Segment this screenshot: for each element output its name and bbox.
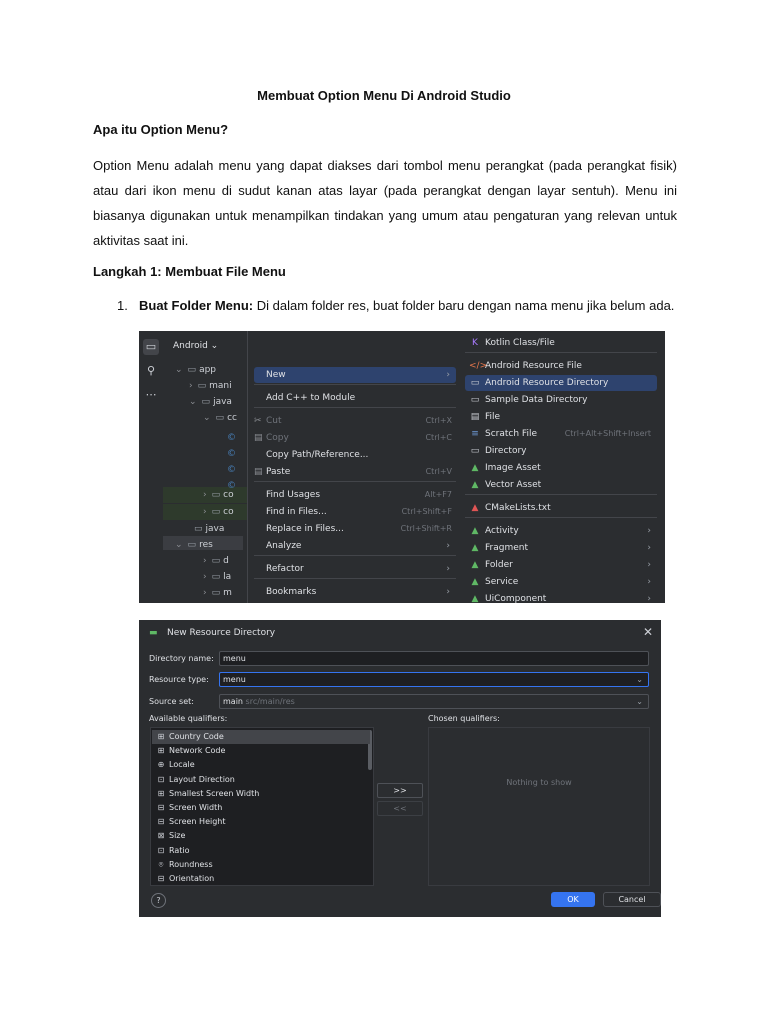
paste-icon: ▤	[254, 467, 263, 477]
qualifier-label: Locale	[169, 760, 195, 770]
qualifier-screen-height[interactable]	[152, 815, 370, 829]
chevron-icon: ⌄	[189, 397, 197, 407]
tree-item-label: app	[199, 365, 217, 375]
directory-name-field[interactable]: menu	[219, 651, 649, 666]
menu-item-label: Image Asset	[485, 463, 541, 473]
menu-item-label: Fragment	[485, 543, 528, 553]
new-submenu	[461, 331, 665, 603]
menu-separator	[254, 384, 456, 385]
chevron-right-icon: ›	[647, 594, 651, 603]
tree-item[interactable]	[203, 505, 234, 519]
folder-icon: ▭	[211, 507, 221, 517]
qualifier-icon: ⊞	[157, 746, 165, 756]
resource-type-label: Resource type:	[149, 675, 209, 684]
chevron-icon: ›	[203, 507, 207, 517]
intro-paragraph: Option Menu adalah menu yang dapat diakses dari tombol menu perangkat (pada perangkat fisik) atau dari ikon menu di sudut kanan atas layar (pada perangkat dengan layar sentuh). Menu ini biasanya digunakan untuk menampilkan tindakan yang umum atau pengaturan yang relevan untuk aktivitas saat ini.	[93, 158, 677, 248]
item-icon: ≡	[471, 429, 479, 439]
item-icon: ▤	[470, 412, 480, 422]
chevron-down-icon: ⌄	[210, 341, 219, 351]
qualifier-label: Network Code	[169, 746, 226, 756]
qualifier-roundness[interactable]	[152, 858, 370, 872]
qualifier-icon: ⊠	[157, 831, 165, 841]
folder-icon: ▭	[215, 413, 225, 423]
chevron-icon: ›	[203, 490, 207, 500]
chevron-icon: ›	[189, 381, 193, 391]
tree-item[interactable]	[189, 522, 224, 536]
android-icon: ▬	[149, 628, 158, 638]
more-icon[interactable]: ⋯	[145, 388, 157, 401]
qualifier-icon: ⊞	[157, 732, 165, 741]
chevron-right-icon: ›	[647, 560, 651, 570]
source-set-label: Source set:	[149, 697, 194, 706]
new-menu-item-service[interactable]	[465, 574, 657, 590]
chosen-qualifiers-list[interactable]	[428, 727, 650, 886]
item-icon: ▲	[471, 526, 479, 536]
menu-separator	[465, 352, 657, 353]
menu-item-shortcut: Ctrl+X	[425, 416, 452, 425]
qualifier-layout-direction[interactable]	[152, 773, 370, 787]
new-menu-item-directory[interactable]	[465, 443, 657, 459]
new-menu-item-scratch-file[interactable]	[465, 426, 657, 442]
new-menu-item-folder[interactable]	[465, 557, 657, 573]
qualifier-locale[interactable]	[152, 758, 370, 772]
menu-separator	[254, 555, 456, 556]
heading-step-1: Langkah 1: Membuat File Menu	[93, 264, 286, 279]
menu-item-shortcut: Alt+F7	[424, 490, 452, 499]
item-icon: ▲	[471, 480, 479, 490]
qualifier-icon: ⊞	[157, 788, 165, 798]
empty-state-text: Nothing to show	[506, 778, 572, 787]
chevron-right-icon: ›	[647, 526, 651, 536]
class-file-icon: ©	[227, 481, 236, 491]
new-menu-item-file[interactable]	[465, 409, 657, 425]
menu-item-label: UiComponent	[485, 594, 547, 603]
item-icon: ▲	[471, 463, 479, 473]
menu-separator	[254, 407, 456, 408]
menu-item-label: Android Resource Directory	[485, 378, 609, 388]
menu-item-label: CMakeLists.txt	[485, 503, 551, 513]
menu-item-label: Android Resource File	[485, 361, 582, 371]
project-view-selector[interactable]: Android ⌄	[173, 341, 219, 351]
context-menu-item-replace-in-files[interactable]	[254, 521, 456, 537]
menu-item-label: New	[266, 370, 286, 380]
qualifier-label: Screen Width	[169, 803, 223, 812]
context-menu-item-add-c-to-module[interactable]	[254, 390, 456, 406]
tree-item[interactable]	[189, 379, 232, 393]
context-menu-item-refactor[interactable]	[254, 561, 456, 577]
qualifier-label: Country Code	[169, 732, 224, 741]
qualifier-size[interactable]	[152, 829, 370, 843]
menu-item-label: Scratch File	[485, 429, 537, 439]
qualifier-ratio[interactable]	[152, 844, 370, 858]
context-menu-item-paste[interactable]	[254, 464, 456, 480]
qualifier-icon: ⌾	[158, 859, 164, 869]
menu-item-label: Folder	[485, 560, 513, 570]
qualifier-label: Screen Height	[169, 817, 226, 827]
menu-separator	[465, 494, 657, 495]
context-menu-item-copy[interactable]	[254, 430, 456, 446]
context-menu-item-bookmarks[interactable]	[254, 584, 456, 600]
qualifier-icon: ⊟	[157, 803, 165, 812]
tree-item[interactable]	[203, 411, 237, 425]
step-list-item	[117, 298, 674, 313]
qualifier-screen-width[interactable]	[152, 801, 370, 815]
folder-icon: ▭	[211, 572, 221, 582]
class-file-icon: ©	[227, 433, 236, 443]
tree-item-label: d	[223, 556, 229, 566]
ok-button[interactable]: OK	[551, 892, 595, 907]
menu-item-label: Vector Asset	[485, 480, 542, 490]
context-menu-item-copy-path-reference[interactable]	[254, 447, 456, 463]
tree-item-label: res	[199, 540, 213, 550]
folder-icon: ▭	[211, 556, 221, 566]
menu-separator	[254, 481, 456, 482]
add-qualifier-button[interactable]: >>	[377, 783, 423, 798]
menu-item-shortcut: Ctrl+Shift+R	[400, 524, 452, 533]
chevron-right-icon: ›	[446, 564, 450, 574]
structure-icon[interactable]: ⚲	[146, 364, 156, 377]
chevron-down-icon: ⌄	[636, 675, 643, 684]
menu-item-label: Find Usages	[266, 490, 321, 500]
folder-icon: ▭	[194, 524, 203, 534]
qualifier-orientation[interactable]	[152, 872, 370, 886]
menu-item-label: Cut	[266, 416, 282, 426]
qualifier-icon: ⊟	[157, 817, 165, 827]
class-file-icon: ©	[227, 465, 236, 475]
tree-item[interactable]	[175, 538, 213, 552]
tree-item-label: co	[223, 507, 234, 517]
menu-item-label: Kotlin Class/File	[485, 338, 555, 348]
tree-item-label: mani	[209, 381, 232, 391]
tree-item[interactable]	[203, 554, 229, 568]
tree-item-label: m	[223, 588, 232, 598]
item-icon: K	[472, 338, 478, 348]
folder-icon: ▭	[211, 490, 221, 500]
tree-item[interactable]	[203, 570, 231, 584]
context-menu-item-cut[interactable]	[254, 413, 456, 429]
menu-item-label: Find in Files...	[266, 507, 327, 517]
cut-icon: ✂	[254, 416, 262, 426]
tree-item-label: java	[205, 524, 225, 534]
new-resource-directory-dialog	[139, 620, 661, 917]
available-qualifiers-label: Available qualifiers:	[149, 714, 228, 723]
context-menu	[247, 331, 463, 603]
menu-item-label: Add C++ to Module	[266, 393, 356, 403]
menu-item-label: File	[485, 412, 501, 422]
menu-item-label: Replace in Files...	[266, 524, 344, 534]
qualifier-icon: ⊕	[157, 760, 165, 770]
qualifier-icon: ⊡	[157, 845, 165, 855]
tree-item-label: la	[223, 572, 232, 582]
menu-item-shortcut: Ctrl+Shift+F	[401, 507, 452, 516]
new-menu-item-activity[interactable]	[465, 523, 657, 539]
tree-item[interactable]	[175, 363, 216, 377]
step-text: Di dalam folder res, buat folder baru dengan nama menu jika belum ada.	[253, 298, 675, 313]
ide-screenshot	[139, 331, 665, 603]
step-bold-label: Buat Folder Menu:	[139, 298, 254, 313]
folder-icon: ▭	[201, 397, 211, 407]
menu-item-label: Copy Path/Reference...	[266, 450, 369, 460]
tool-window-bar	[139, 331, 164, 603]
directory-name-label: Directory name:	[149, 654, 214, 663]
qualifier-smallest-screen-width[interactable]	[152, 787, 370, 801]
chevron-right-icon: ›	[446, 587, 450, 597]
tree-item-label: java	[213, 397, 232, 407]
item-icon: ▲	[471, 577, 479, 587]
close-icon[interactable]: ✕	[642, 625, 653, 639]
new-menu-item-android-resource-file[interactable]	[465, 358, 657, 374]
new-menu-item-android-resource-directory[interactable]	[465, 375, 657, 391]
chevron-right-icon: ›	[647, 543, 651, 553]
remove-qualifier-button[interactable]: <<	[377, 801, 423, 816]
item-icon: ▲	[471, 543, 479, 553]
chevron-icon: ›	[203, 556, 207, 566]
chevron-down-icon: ⌄	[636, 697, 643, 706]
context-menu-item-analyze[interactable]	[254, 538, 456, 554]
available-qualifiers-list[interactable]	[150, 727, 374, 886]
item-icon: ▭	[470, 395, 480, 405]
document-title: Membuat Option Menu Di Android Studio	[257, 88, 511, 103]
menu-item-label: Refactor	[266, 564, 304, 574]
menu-item-label: Directory	[485, 446, 527, 456]
dialog-title: New Resource Directory	[167, 628, 276, 638]
menu-item-label: Analyze	[266, 541, 302, 551]
context-menu-item-new[interactable]	[254, 367, 456, 383]
qualifier-label: Ratio	[169, 845, 190, 855]
heading-what-is-option-menu: Apa itu Option Menu?	[93, 122, 229, 137]
menu-separator	[254, 578, 456, 579]
chevron-right-icon: ›	[446, 541, 450, 551]
chevron-icon: ⌄	[175, 540, 183, 550]
tree-item-label: cc	[227, 413, 237, 423]
qualifier-label: Smallest Screen Width	[169, 788, 260, 798]
source-set-select[interactable]: main src/main/res ⌄	[219, 694, 649, 709]
new-menu-item-image-asset[interactable]	[465, 460, 657, 476]
help-button[interactable]: ?	[151, 893, 166, 908]
context-menu-item-find-usages[interactable]	[254, 487, 456, 503]
menu-item-label: Copy	[266, 433, 289, 443]
tree-item[interactable]	[203, 586, 232, 600]
qualifier-label: Orientation	[169, 874, 215, 883]
context-menu-item-find-in-files[interactable]	[254, 504, 456, 520]
item-icon: ▲	[471, 560, 479, 570]
tree-item-label: co	[223, 490, 234, 500]
item-icon: </>	[469, 361, 488, 371]
chevron-right-icon: ›	[446, 370, 450, 380]
new-menu-item-vector-asset[interactable]	[465, 477, 657, 493]
new-menu-item-kotlin-class-file[interactable]	[465, 335, 657, 351]
folder-icon: ▭	[197, 381, 207, 391]
copy-icon: ▤	[254, 433, 263, 443]
chevron-icon: ›	[203, 588, 207, 598]
menu-separator	[465, 517, 657, 518]
new-menu-item-fragment[interactable]	[465, 540, 657, 556]
resource-type-select[interactable]: menu ⌄	[219, 672, 649, 687]
menu-item-label: Bookmarks	[266, 587, 317, 597]
item-icon: ▲	[471, 594, 479, 603]
qualifier-label: Size	[169, 831, 186, 841]
menu-item-shortcut: Ctrl+V	[425, 467, 452, 476]
menu-item-label: Sample Data Directory	[485, 395, 588, 405]
step-number: 1.	[117, 298, 128, 313]
item-icon: ▲	[471, 503, 479, 513]
menu-item-label: Activity	[485, 526, 519, 536]
chevron-icon: ›	[203, 572, 207, 582]
chevron-icon: ⌄	[203, 413, 211, 423]
folder-icon: ▭	[187, 540, 197, 550]
chosen-qualifiers-label: Chosen qualifiers:	[428, 714, 500, 723]
tree-item[interactable]	[189, 395, 232, 409]
cancel-button[interactable]: Cancel	[603, 892, 661, 907]
menu-item-shortcut: Ctrl+C	[425, 433, 452, 442]
item-icon: ▭	[470, 378, 480, 388]
qualifier-label: Layout Direction	[169, 774, 235, 784]
folder-icon: ▭	[187, 365, 197, 375]
new-menu-item-uicomponent[interactable]	[465, 591, 657, 603]
class-file-icon: ©	[227, 449, 236, 459]
item-icon: ▭	[470, 446, 480, 456]
qualifier-network-code[interactable]	[152, 744, 370, 758]
qualifier-country-code[interactable]	[152, 730, 370, 744]
menu-item-shortcut: Ctrl+Alt+Shift+Insert	[564, 429, 651, 438]
menu-item-label: Paste	[266, 467, 291, 477]
chevron-icon: ⌄	[175, 365, 183, 375]
new-menu-item-cmakelists-txt[interactable]	[465, 500, 657, 516]
qualifier-icon: ⊡	[157, 774, 165, 784]
folder-icon: ▭	[211, 588, 221, 598]
qualifier-label: Roundness	[169, 859, 213, 869]
qualifier-icon: ⊟	[157, 874, 165, 883]
new-menu-item-sample-data-directory[interactable]	[465, 392, 657, 408]
chevron-right-icon: ›	[647, 577, 651, 587]
project-folder-icon[interactable]: ▭	[143, 339, 159, 355]
menu-item-label: Service	[485, 577, 519, 587]
